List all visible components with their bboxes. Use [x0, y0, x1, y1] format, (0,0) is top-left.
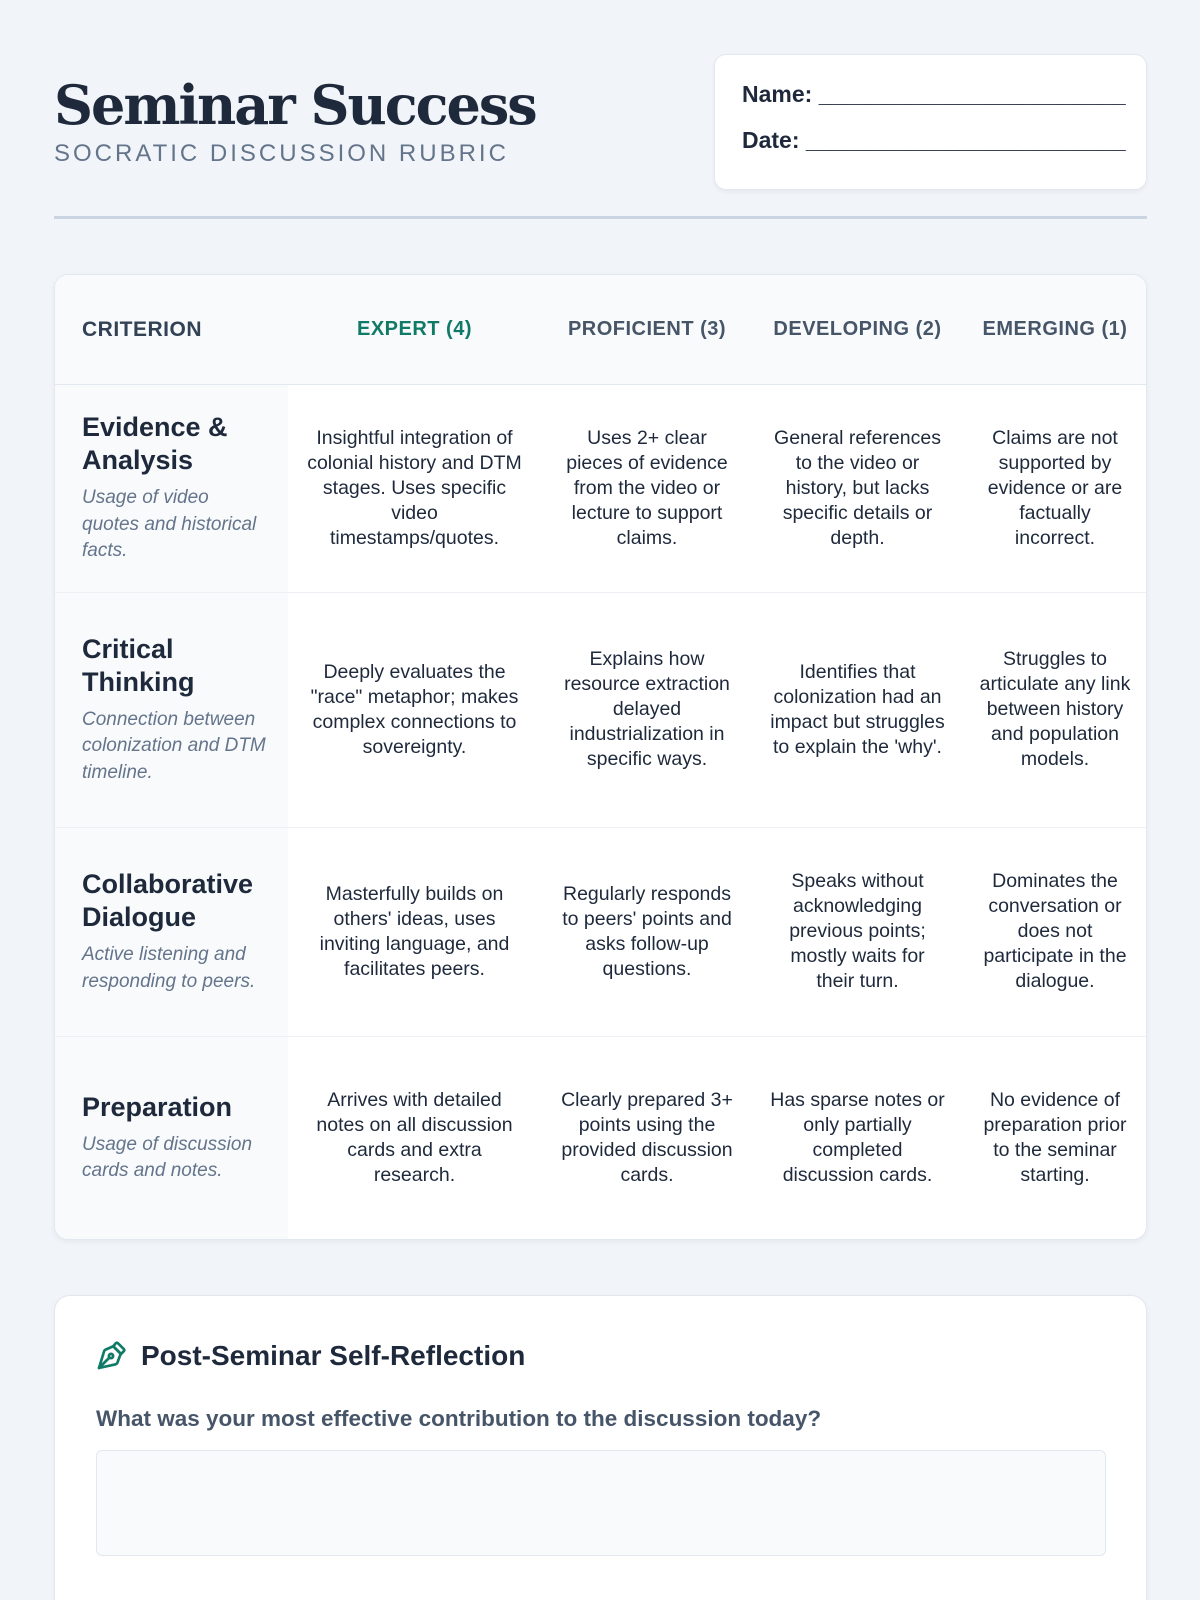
criterion-cell	[55, 384, 288, 592]
proficient-cell: Uses 2+ clear pieces of evidence from the video or lecture to support claims.	[541, 384, 753, 592]
name-field[interactable]: Name: ________________________	[742, 81, 1126, 107]
developing-cell: Identifies that colonization had an impact but struggles to explain the 'why'.	[753, 592, 962, 827]
reflection-question: What was your most effective contribution to the discussion today?	[96, 1406, 822, 1431]
page-header	[54, 54, 1147, 219]
reflection-header	[95, 1340, 525, 1372]
emerging-cell: Struggles to articulate any link between history and population models.	[962, 592, 1147, 827]
table-row	[55, 1036, 1147, 1239]
pen-nib-icon	[95, 1340, 127, 1372]
date-field[interactable]: Date: _________________________	[742, 127, 1126, 153]
expert-cell: Masterfully builds on others' ideas, uses inviting language, and facilitates peers.	[288, 827, 541, 1036]
criterion-description: Active listening and responding to peers.	[82, 944, 256, 992]
table-row	[55, 384, 1147, 592]
criterion-name: Critical Thinking	[82, 633, 195, 697]
emerging-cell: No evidence of preparation prior to the seminar starting.	[983, 1088, 1127, 1186]
column-header-criterion: CRITERION	[55, 275, 288, 384]
page-subtitle: SOCRATIC DISCUSSION RUBRIC	[54, 140, 509, 167]
rubric-header-row	[55, 275, 1147, 384]
developing-cell: Speaks without acknowledging previous points; mostly waits for their turn.	[753, 827, 962, 1036]
proficient-cell: Clearly prepared 3+ points using the provided discussion cards.	[561, 1088, 733, 1186]
expert-cell: Arrives with detailed notes on all discussion cards and extra research.	[316, 1088, 513, 1186]
self-reflection-card	[54, 1295, 1147, 1600]
criterion-description: Usage of discussion cards and notes.	[82, 1133, 253, 1182]
proficient-cell: Regularly responds to peers' points and asks follow-up questions.	[541, 827, 753, 1036]
proficient-cell: Explains how resource extraction delayed industrialization in specific ways.	[541, 592, 753, 827]
reflection-answer-box[interactable]	[96, 1450, 1106, 1556]
criterion-name: Preparation	[82, 1091, 233, 1122]
developing-cell: General references to the video or history, but lacks specific details or depth.	[753, 384, 962, 592]
developing-cell: Has sparse notes or only partially completed discussion cards.	[770, 1088, 945, 1186]
column-header-proficient: PROFICIENT (3)	[541, 275, 753, 384]
reflection-title: Post-Seminar Self-Reflection	[141, 1340, 526, 1371]
emerging-cell: Dominates the conversation or does not participate in the dialogue.	[962, 827, 1147, 1036]
rubric-table	[55, 275, 1147, 1239]
criterion-name: Collaborative Dialogue	[82, 869, 254, 932]
criterion-name: Evidence & Analysis	[82, 412, 228, 476]
column-header-developing: DEVELOPING (2)	[753, 275, 962, 384]
student-info-card	[714, 54, 1147, 190]
criterion-description: Usage of video quotes and historical facts.	[82, 487, 257, 562]
criterion-cell	[55, 592, 288, 827]
expert-cell: Insightful integration of colonial history and DTM stages. Uses specific video timestamps/quotes.	[288, 384, 541, 592]
table-row	[55, 592, 1147, 827]
criterion-cell	[55, 827, 288, 1036]
criterion-cell	[55, 1036, 288, 1239]
column-header-emerging: EMERGING (1)	[962, 275, 1147, 384]
rubric-table-card	[54, 274, 1147, 1240]
page-title: Seminar Success	[54, 73, 536, 137]
table-row	[55, 827, 1147, 1036]
expert-cell: Deeply evaluates the "race" metaphor; makes complex connections to sovereignty.	[288, 592, 541, 827]
emerging-cell: Claims are not supported by evidence or are factually incorrect.	[962, 384, 1147, 592]
criterion-description: Connection between colonization and DTM timeline.	[82, 708, 266, 783]
column-header-expert: EXPERT (4)	[288, 275, 541, 384]
